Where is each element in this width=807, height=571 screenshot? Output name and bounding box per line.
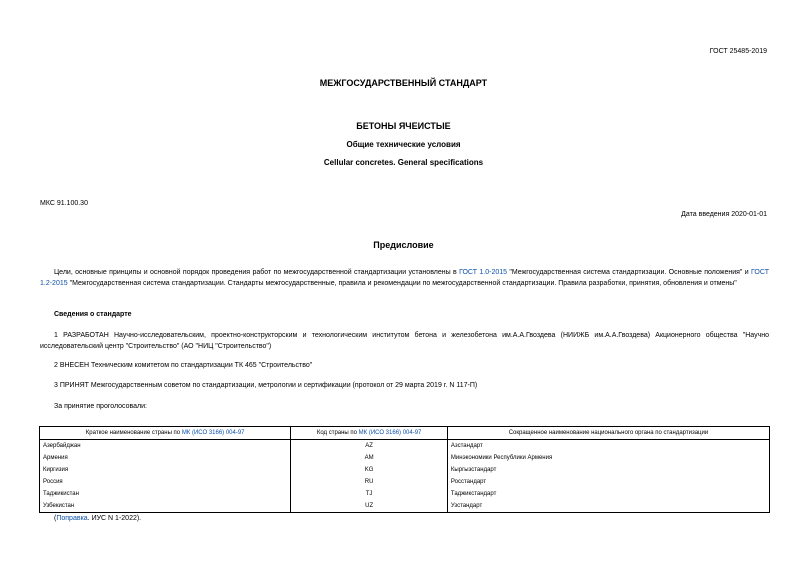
paragraph-text: Цели, основные принципы и основной порядок проведения работ по межгосударственной стандартизации установлены в bbox=[54, 269, 460, 276]
country-cell: Узбекистан bbox=[40, 500, 291, 513]
paragraph-text: "Межгосударственная система стандартизации. Основные положения" и bbox=[507, 269, 752, 276]
code-cell: TJ bbox=[291, 488, 448, 500]
code-cell: RU bbox=[291, 476, 448, 488]
column-header-body bbox=[447, 427, 769, 440]
country-cell: Россия bbox=[40, 476, 291, 488]
amendment-text: ( bbox=[54, 515, 57, 522]
foreword-heading: Предисловие bbox=[373, 240, 434, 250]
amendment-note bbox=[54, 515, 141, 522]
country-cell: Азербайджан bbox=[40, 440, 291, 453]
header-text: Краткое наименование страны по bbox=[85, 430, 182, 436]
table-row bbox=[40, 440, 770, 453]
country-cell: Таджикистан bbox=[40, 488, 291, 500]
code-cell: AM bbox=[291, 452, 448, 464]
table-row bbox=[40, 464, 770, 476]
gost-1-0-link[interactable]: ГОСТ 1.0-2015 bbox=[459, 269, 508, 276]
standard-title: МЕЖГОСУДАРСТВЕННЫЙ СТАНДАРТ bbox=[319, 78, 488, 88]
voted-label: За принятие проголосовали: bbox=[54, 403, 147, 410]
table-row bbox=[40, 452, 770, 464]
standard-name: БЕТОНЫ ЯЧЕИСТЫЕ bbox=[356, 121, 451, 131]
table-row bbox=[40, 488, 770, 500]
code-cell: AZ bbox=[291, 440, 448, 453]
body-cell: Минэкономики Республики Армения bbox=[447, 452, 769, 464]
body-cell: Узстандарт bbox=[447, 500, 769, 513]
code-cell: UZ bbox=[291, 500, 448, 513]
introduction-date: Дата введения 2020-01-01 bbox=[681, 211, 767, 218]
column-header-code bbox=[291, 427, 448, 440]
gost-1-2-link[interactable]: ГОСТ 1.2-2015 bbox=[40, 269, 769, 287]
body-cell: Азстандарт bbox=[447, 440, 769, 453]
table-row bbox=[40, 476, 770, 488]
adopted-info: 3 ПРИНЯТ Межгосударственным советом по стандартизации, метрологии и сертификации (протокол от 29 марта 2019 г. N 117-П) bbox=[54, 382, 478, 389]
amendment-link[interactable]: Поправка bbox=[56, 515, 88, 522]
voting-countries-table bbox=[39, 426, 770, 513]
country-cell: Киргизия bbox=[40, 464, 291, 476]
foreword-paragraph bbox=[40, 268, 769, 289]
header-text: Код страны по bbox=[316, 430, 359, 436]
standard-name-english: Cellular concretes. General specifications bbox=[323, 158, 484, 167]
country-cell: Армения bbox=[40, 452, 291, 464]
column-header-country bbox=[40, 427, 291, 440]
code-cell: KG bbox=[291, 464, 448, 476]
amendment-text: . ИУС N 1-2022). bbox=[87, 515, 142, 522]
section-heading: Сведения о стандарте bbox=[54, 311, 132, 318]
standard-subtitle: Общие технические условия bbox=[346, 140, 461, 149]
header-text: Сокращенное наименование национального органа по стандартизации bbox=[508, 430, 709, 436]
mk-iso-link[interactable]: МК (ИСО 3166) 004-97 bbox=[358, 430, 422, 436]
table-row bbox=[40, 500, 770, 513]
body-cell: Росстандарт bbox=[447, 476, 769, 488]
paragraph-text: "Межгосударственная система стандартизации. Стандарты межгосударственные, правила и рекомендации по межгосударственной стандартизации. Правила разработки, принятия, обновления и отмены" bbox=[67, 279, 737, 287]
developer-info: 1 РАЗРАБОТАН Научно-исследовательским, проектно-конструкторским и технологическим институтом бетона и железобетона им.А.А.Гвоздева (НИИЖБ им.А.А.Гвоздева) Акционерного общества "Научно исследовательский центр "Строительство" (АО "НИЦ "Строительство") bbox=[40, 332, 769, 350]
mk-iso-link[interactable]: МК (ИСО 3166) 004-97 bbox=[181, 430, 245, 436]
table-header-row bbox=[40, 427, 770, 440]
submitted-info: 2 ВНЕСЕН Техническим комитетом по стандартизации ТК 465 "Строительство" bbox=[54, 362, 313, 369]
gost-identifier: ГОСТ 25485-2019 bbox=[709, 48, 767, 55]
body-cell: Таджикстандарт bbox=[447, 488, 769, 500]
mks-code: МКС 91.100.30 bbox=[40, 200, 88, 207]
body-cell: Кыргызстандарт bbox=[447, 464, 769, 476]
